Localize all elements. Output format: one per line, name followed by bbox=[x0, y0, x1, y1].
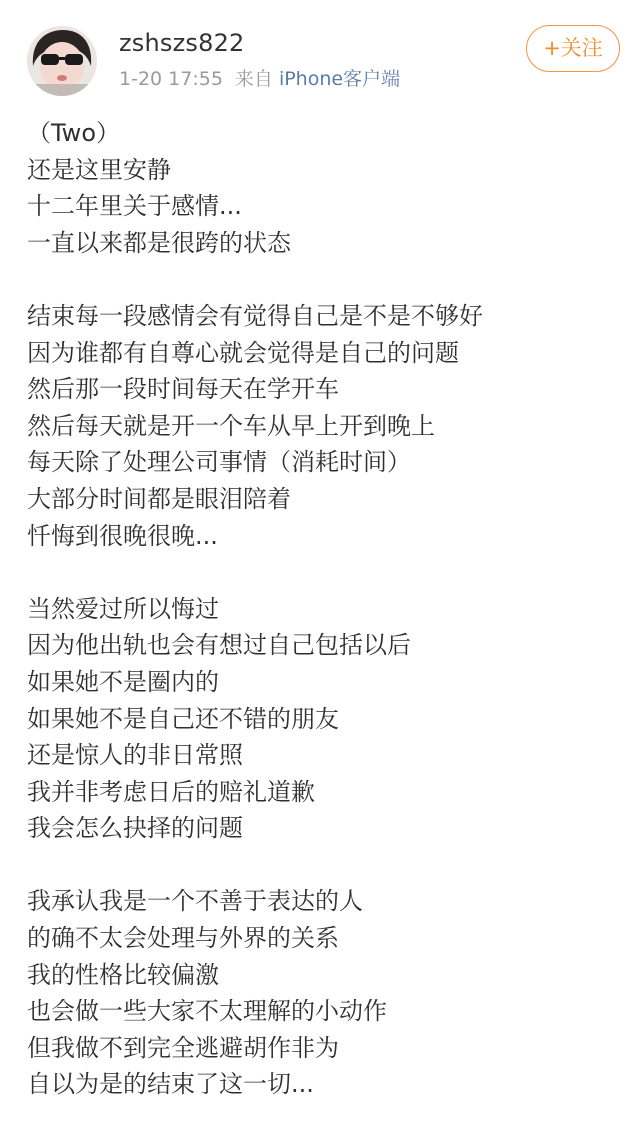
post-text-line: 每天除了处理公司事情（消耗时间） bbox=[27, 448, 411, 477]
post-text-line: 的确不太会处理与外界的关系 bbox=[27, 924, 339, 953]
post-text-line: 但我做不到完全逃避胡作非为 bbox=[27, 1033, 339, 1062]
user-avatar[interactable] bbox=[27, 26, 97, 96]
post-text-line: 忏悔到很晚很晚... bbox=[27, 521, 218, 550]
paragraph-break bbox=[27, 554, 627, 591]
post-text-line: 还是惊人的非日常照 bbox=[27, 741, 243, 770]
post-header bbox=[0, 0, 641, 110]
post-text-line: 也会做一些大家不太理解的小动作 bbox=[27, 997, 387, 1026]
post-text-line: 我的性格比较偏激 bbox=[27, 960, 219, 989]
post-text-line: 然后每天就是开一个车从早上开到晚上 bbox=[27, 411, 435, 440]
post-text-line: 我承认我是一个不善于表达的人 bbox=[27, 887, 363, 916]
post-text-line: 当然爱过所以悔过 bbox=[27, 594, 219, 623]
post-text-line: 一直以来都是很跨的状态 bbox=[27, 228, 291, 257]
post-text-line: 如果她不是圈内的 bbox=[27, 667, 219, 696]
follow-button[interactable]: +关注 bbox=[526, 25, 620, 72]
paragraph-break bbox=[27, 847, 627, 884]
post-text-line: 我会怎么抉择的问题 bbox=[27, 814, 243, 843]
source-label: 来自 bbox=[234, 68, 273, 90]
post-text-line: 因为他出轨也会有想过自己包括以后 bbox=[27, 631, 411, 660]
post-text-line: 自以为是的结束了这一切... bbox=[27, 1070, 314, 1099]
post-text-line: 我并非考虑日后的赔礼道歉 bbox=[27, 777, 315, 806]
post-content bbox=[27, 115, 627, 1103]
post-text-line: 大部分时间都是眼泪陪着 bbox=[27, 484, 291, 513]
post-text-line: 然后那一段时间每天在学开车 bbox=[27, 375, 339, 404]
source-link[interactable]: iPhone客户端 bbox=[278, 68, 401, 90]
post-text-line: （Two） bbox=[27, 119, 120, 147]
post-text-line: 还是这里安静 bbox=[27, 155, 171, 184]
paragraph-break bbox=[27, 261, 627, 298]
username[interactable]: zshszs822 bbox=[119, 29, 245, 57]
post-text-line: 如果她不是自己还不错的朋友 bbox=[27, 704, 339, 733]
post-text-line: 结束每一段感情会有觉得自己是不是不够好 bbox=[27, 301, 483, 330]
post-text-line: 十二年里关于感情... bbox=[27, 192, 242, 221]
avatar-image bbox=[27, 26, 97, 96]
post-text-line: 因为谁都有自尊心就会觉得是自己的问题 bbox=[27, 338, 459, 367]
post-meta bbox=[119, 66, 400, 92]
post-time: 1-20 17:55 bbox=[119, 68, 223, 90]
